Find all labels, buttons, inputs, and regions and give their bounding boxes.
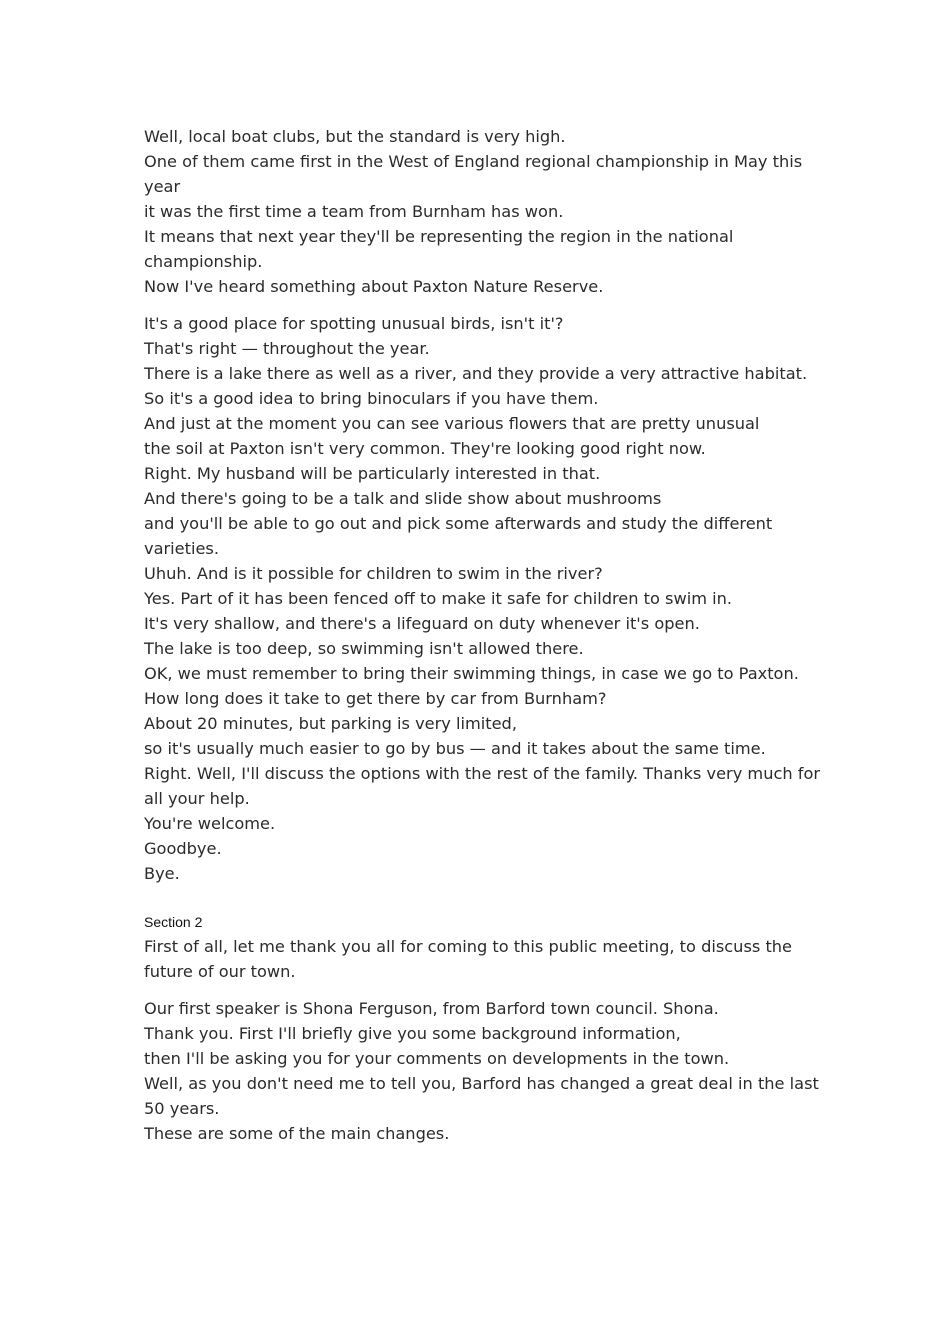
transcript-line: About 20 minutes, but parking is very limited, [144,714,517,733]
transcript-line: OK, we must remember to bring their swimming things, in case we go to Paxton. [144,664,799,683]
transcript-line: Well, as you don't need me to tell you, Barford has changed a great deal in the last 50 years. [144,1074,819,1118]
section-gap [144,886,824,912]
document-page [144,124,824,1146]
transcript-line: and you'll be able to go out and pick some afterwards and study the different varieties. [144,514,773,558]
paragraph-gap [144,299,824,311]
transcript-line: So it's a good idea to bring binoculars if you have them. [144,389,599,408]
transcript-line: You're welcome. [144,814,276,833]
transcript-line: How long does it take to get there by car from Burnham? [144,689,607,708]
transcript-line: It means that next year they'll be representing the region in the national championship. [144,227,734,271]
transcript-line: It's very shallow, and there's a lifeguard on duty whenever it's open. [144,614,700,633]
transcript-line: It's a good place for spotting unusual birds, isn't it'? [144,314,564,333]
transcript-line: it was the first time a team from Burnham has won. [144,202,564,221]
transcript-line: Now I've heard something about Paxton Nature Reserve. [144,277,604,296]
transcript-block-1 [144,124,824,299]
transcript-block-4 [144,996,824,1146]
transcript-line: These are some of the main changes. [144,1124,450,1143]
transcript-line: Right. Well, I'll discuss the options with the rest of the family. Thanks very much for all your help. [144,764,821,808]
transcript-line: Uhuh. And is it possible for children to swim in the river? [144,564,603,583]
section-heading: Section 2 [144,914,203,930]
transcript-line: One of them came first in the West of England regional championship in May this year [144,152,803,196]
transcript-line: And there's going to be a talk and slide show about mushrooms [144,489,662,508]
transcript-line: And just at the moment you can see various flowers that are pretty unusual [144,414,760,433]
transcript-line: the soil at Paxton isn't very common. They're looking good right now. [144,439,706,458]
paragraph-gap [144,984,824,996]
transcript-line: The lake is too deep, so swimming isn't allowed there. [144,639,584,658]
transcript-line: so it's usually much easier to go by bus — and it takes about the same time. [144,739,766,758]
transcript-line: That's right — throughout the year. [144,339,430,358]
transcript-line: Well, local boat clubs, but the standard is very high. [144,127,566,146]
transcript-line: Our first speaker is Shona Ferguson, from Barford town council. Shona. [144,999,719,1018]
transcript-line: Thank you. First I'll briefly give you some background information, [144,1024,681,1043]
transcript-line: then I'll be asking you for your comments on developments in the town. [144,1049,730,1068]
transcript-block-2 [144,311,824,886]
transcript-block-3 [144,934,824,984]
transcript-line: Bye. [144,864,180,883]
transcript-line: First of all, let me thank you all for coming to this public meeting, to discuss the future of our town. [144,937,793,981]
transcript-line: Goodbye. [144,839,222,858]
transcript-line: Yes. Part of it has been fenced off to make it safe for children to swim in. [144,589,733,608]
transcript-line: There is a lake there as well as a river, and they provide a very attractive habitat. [144,364,808,383]
transcript-line: Right. My husband will be particularly interested in that. [144,464,601,483]
